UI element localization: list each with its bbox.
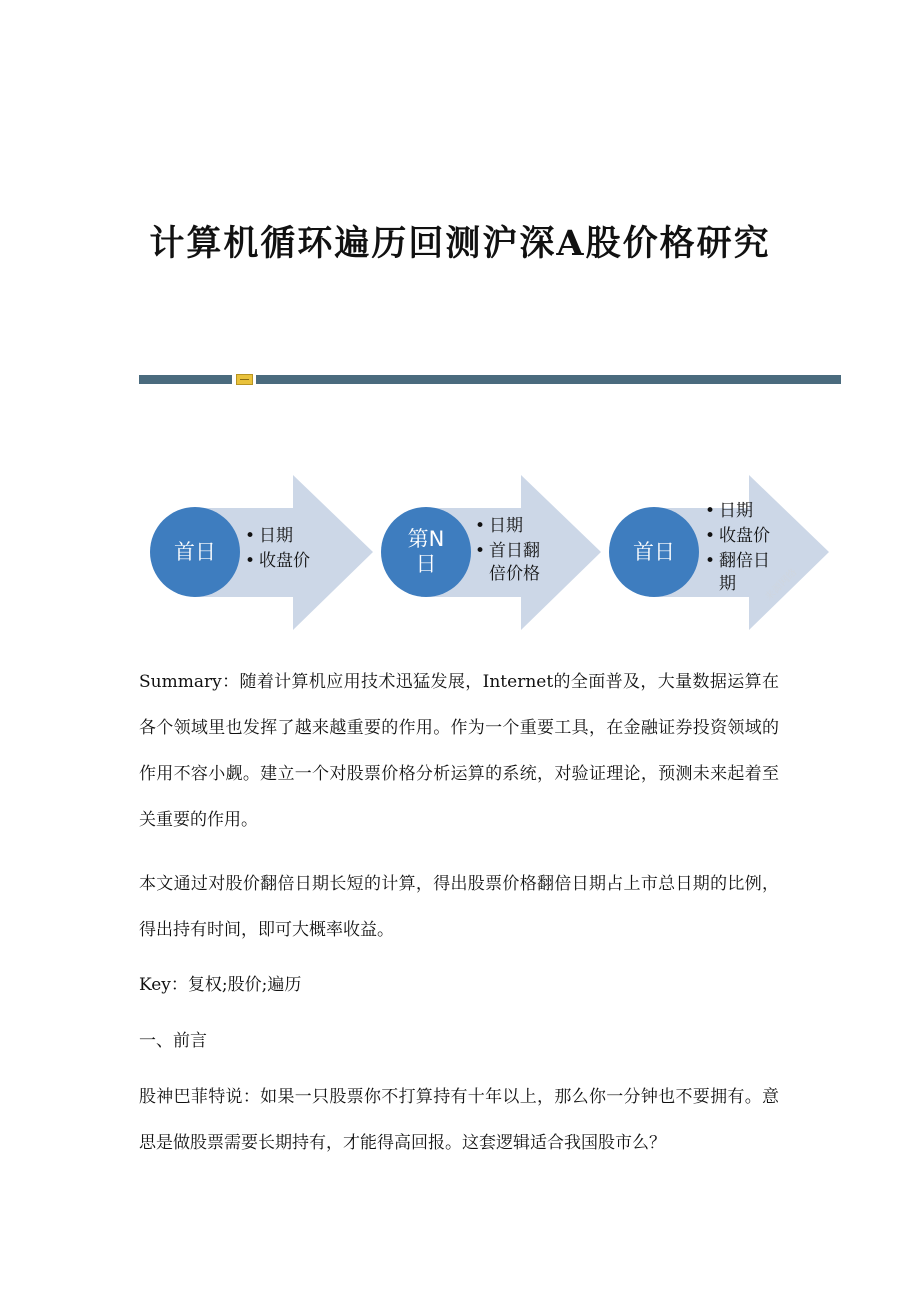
- stage-1-bullets: [243, 525, 310, 575]
- diagram-stage-1: [145, 470, 375, 635]
- keywords-line: Key：复权;股价;遍历: [139, 975, 302, 995]
- bullet-item: • 日期: [243, 525, 310, 548]
- bullet-item: • 日期: [473, 515, 543, 538]
- stage-2-circle-label-line2: 日: [415, 552, 437, 576]
- watermark-text: 来源网络: [763, 566, 800, 603]
- summary-paragraph: Summary：随着计算机应用技术迅猛发展，Internet的全面普及，大量数据运算在各个领域里也发挥了越来越重要的作用。作为一个重要工具，在金融证券投资领域的作用不容小觑。建立一个对股票价格分析运算的系统，对验证理论，预测未来起着至关重要的作用。: [139, 672, 779, 830]
- intro-paragraph: 本文通过对股价翻倍日期长短的计算，得出股票价格翻倍日期占上市总日期的比例，得出持有时间，即可大概率收益。: [139, 874, 779, 940]
- bullet-item: • 日期: [703, 500, 783, 523]
- bullet-item: • 翻倍日期: [703, 550, 783, 596]
- diagram-stage-2: [373, 470, 603, 635]
- process-diagram: [145, 470, 845, 635]
- stage-3-circle-label: 首日: [633, 539, 675, 564]
- bullet-item: • 收盘价: [243, 550, 310, 573]
- divider-ornament-icon: [236, 374, 253, 385]
- diagram-stage-3: [601, 470, 831, 635]
- stage-1-circle-label: 首日: [174, 539, 216, 564]
- document-title: 计算机循环遍历回测沪深A股价格研究: [149, 223, 771, 264]
- section-heading: 一、前言: [139, 1031, 207, 1051]
- title-divider: [139, 375, 841, 384]
- bullet-item: • 首日翻倍价格: [473, 540, 543, 586]
- stage-2-bullets: [473, 515, 543, 588]
- stage-2-circle-label-line1: 第N: [407, 527, 445, 551]
- stage-3-circle: [609, 507, 699, 597]
- bullet-item: • 收盘价: [703, 525, 783, 548]
- stage-1-circle: [150, 507, 240, 597]
- body-paragraph: 股神巴菲特说：如果一只股票你不打算持有十年以上，那么你一分钟也不要拥有。意思是做股票需要长期持有，才能得高回报。这套逻辑适合我国股市么？: [139, 1087, 779, 1153]
- stage-2-circle: [381, 507, 471, 597]
- divider-bar-left: [139, 375, 232, 384]
- divider-bar-right: [256, 375, 841, 384]
